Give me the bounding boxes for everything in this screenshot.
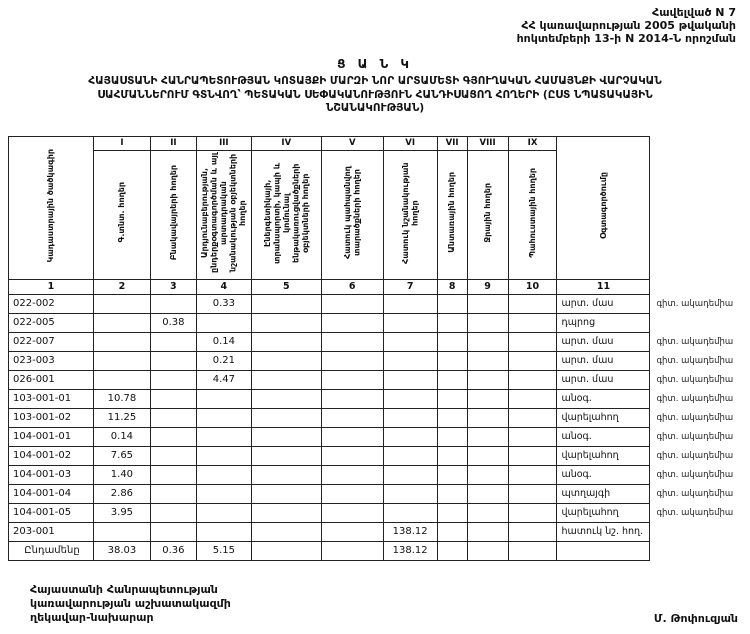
header-row-numbers — [9, 279, 750, 294]
cadastral-code-cell: 022-005 — [9, 313, 94, 332]
table-row — [9, 484, 750, 503]
usage-cell: անօգ. — [557, 427, 650, 446]
table-row — [9, 294, 750, 313]
value-cell — [196, 522, 251, 541]
signature-line-2: կառավարության աշխատակազմի — [30, 596, 231, 610]
column-header-cadastral-code-label: Կադաստրային ծածկագիր — [46, 148, 56, 263]
signature-line-1: Հայաստանի Հանրապետության — [30, 582, 218, 596]
value-cell — [383, 427, 437, 446]
value-cell: 38.03 — [93, 541, 150, 560]
usage-cell: արտ. մաս — [557, 294, 650, 313]
value-cell — [508, 389, 557, 408]
value-cell — [321, 522, 383, 541]
usage-cell: վարելահող — [557, 408, 650, 427]
value-cell — [196, 408, 251, 427]
value-cell — [383, 484, 437, 503]
cadastral-code-cell: 203-001 — [9, 522, 94, 541]
value-cell — [508, 446, 557, 465]
value-cell — [196, 313, 251, 332]
column-header-4 — [196, 150, 251, 279]
value-cell — [467, 313, 508, 332]
value-cell — [251, 389, 321, 408]
cadastral-code-cell: 104-001-03 — [9, 465, 94, 484]
value-cell: 0.33 — [196, 294, 251, 313]
value-cell — [437, 522, 467, 541]
signatory-name: Մ. Թոփուզյան — [653, 611, 738, 625]
value-cell — [251, 351, 321, 370]
value-cell — [150, 522, 196, 541]
column-number-cell: 4 — [196, 279, 251, 294]
value-cell: 10.78 — [93, 389, 150, 408]
table-row — [9, 446, 750, 465]
margin-note: գիտ. ակադեմիա — [656, 507, 734, 518]
margin-note: գիտ. ակադեմիա — [656, 355, 734, 366]
column-header-9 — [467, 150, 508, 279]
value-cell: 7.65 — [93, 446, 150, 465]
column-number-cell: 3 — [150, 279, 196, 294]
column-header-10-label: Պահուստային հողեր — [527, 167, 537, 258]
value-cell — [321, 408, 383, 427]
value-cell — [467, 446, 508, 465]
value-cell — [93, 294, 150, 313]
cadastral-code-cell: 104-001-05 — [9, 503, 94, 522]
table-row — [9, 370, 750, 389]
value-cell — [251, 446, 321, 465]
value-cell — [251, 408, 321, 427]
annex-reference — [0, 0, 750, 45]
column-header-cadastral-code — [9, 136, 94, 279]
value-cell — [150, 503, 196, 522]
margin-note: գիտ. ակադեմիա — [656, 450, 734, 461]
value-cell — [150, 351, 196, 370]
usage-cell: հատուկ նշ. հող. — [557, 522, 650, 541]
margin-note: գիտ. ակադեմիա — [656, 393, 734, 404]
roman-numeral-cell: III — [196, 136, 251, 150]
value-cell — [251, 484, 321, 503]
table-row — [9, 465, 750, 484]
usage-cell: արտ. մաս — [557, 351, 650, 370]
cadastral-code-cell: 022-002 — [9, 294, 94, 313]
usage-cell: անօգ. — [557, 465, 650, 484]
value-cell — [321, 427, 383, 446]
roman-numeral-cell: V — [321, 136, 383, 150]
value-cell — [383, 313, 437, 332]
value-cell — [467, 503, 508, 522]
value-cell — [150, 389, 196, 408]
annex-government-line: ՀՀ կառավարության 2005 թվականի — [521, 19, 736, 32]
value-cell — [150, 332, 196, 351]
margin-note: գիտ. ակադեմիա — [656, 336, 734, 347]
column-header-3 — [150, 150, 196, 279]
value-cell — [93, 332, 150, 351]
roman-numeral-cell: II — [150, 136, 196, 150]
value-cell — [467, 370, 508, 389]
value-cell — [467, 294, 508, 313]
total-row — [9, 541, 750, 560]
value-cell — [150, 465, 196, 484]
cadastral-code-cell: 103-001-02 — [9, 408, 94, 427]
value-cell — [150, 370, 196, 389]
column-header-5-label: Էներգետիկայի, տրանսպորտի, կապի և կոմունալ ենթակառուցվածքների օբյեկտների հողեր — [262, 161, 310, 264]
column-header-2-label: Գ.տնտ. հողեր — [117, 182, 127, 243]
column-header-8 — [437, 150, 467, 279]
value-cell — [437, 541, 467, 560]
column-header-usage — [557, 136, 650, 279]
margin-note — [650, 541, 750, 560]
signature-block — [0, 583, 750, 625]
value-cell — [508, 332, 557, 351]
column-header-9-label: Ջրային հողեր — [482, 182, 492, 243]
margin-note: գիտ. ակադեմիա — [656, 488, 734, 499]
column-number-cell: 10 — [508, 279, 557, 294]
margin-note: գիտ. ակադեմիա — [656, 431, 734, 442]
cadastral-code-cell: 104-001-01 — [9, 427, 94, 446]
table-row — [9, 408, 750, 427]
value-cell — [93, 522, 150, 541]
table-row — [9, 332, 750, 351]
usage-cell: դպրոց — [557, 313, 650, 332]
cadastral-code-cell: 103-001-01 — [9, 389, 94, 408]
value-cell: 4.47 — [196, 370, 251, 389]
value-cell — [383, 389, 437, 408]
roman-numeral-cell: VI — [383, 136, 437, 150]
value-cell — [321, 541, 383, 560]
table-body — [9, 294, 750, 560]
signature-line-3: ղեկավար-նախարար — [30, 610, 154, 624]
value-cell — [251, 427, 321, 446]
column-header-7-label: Հատուկ նշանակության հողեր — [400, 161, 420, 264]
value-cell — [508, 503, 557, 522]
value-cell — [508, 522, 557, 541]
cadastral-code-cell: 022-007 — [9, 332, 94, 351]
column-header-5 — [251, 150, 321, 279]
value-cell — [437, 389, 467, 408]
value-cell — [251, 522, 321, 541]
column-header-2 — [93, 150, 150, 279]
value-cell — [196, 503, 251, 522]
value-cell — [383, 370, 437, 389]
value-cell — [467, 465, 508, 484]
cadastral-code-cell: 026-001 — [9, 370, 94, 389]
value-cell: 11.25 — [93, 408, 150, 427]
usage-cell: անօգ. — [557, 389, 650, 408]
value-cell — [508, 484, 557, 503]
value-cell — [93, 370, 150, 389]
value-cell — [321, 465, 383, 484]
margin-note — [650, 313, 750, 332]
margin-note: գիտ. ակադեմիա — [656, 469, 734, 480]
value-cell — [437, 313, 467, 332]
value-cell — [321, 370, 383, 389]
header-row-categories — [9, 136, 750, 150]
value-cell — [437, 484, 467, 503]
column-number-cell: 11 — [557, 279, 650, 294]
column-header-4-label: Արդյունաբերության, ընդերքօգտագործման և այլ արտադրական նշանակության օբյեկտների հողեր — [200, 152, 248, 273]
value-cell — [383, 503, 437, 522]
value-cell — [508, 313, 557, 332]
value-cell — [437, 503, 467, 522]
margin-note: գիտ. ակադեմիա — [656, 374, 734, 385]
column-header-usage-label: Օգտագործումը — [598, 172, 608, 239]
value-cell — [383, 294, 437, 313]
roman-numeral-cell: IX — [508, 136, 557, 150]
list-heading: Ց Ա Ն Կ — [337, 57, 413, 71]
table-header — [9, 136, 750, 294]
value-cell — [196, 484, 251, 503]
table-row — [9, 351, 750, 370]
value-cell — [251, 541, 321, 560]
cadastral-code-cell: 104-001-02 — [9, 446, 94, 465]
column-header-10 — [508, 150, 557, 279]
notes-column-spacer — [650, 136, 750, 294]
value-cell — [437, 370, 467, 389]
value-cell — [150, 294, 196, 313]
value-cell: 138.12 — [383, 522, 437, 541]
value-cell — [437, 351, 467, 370]
column-header-6 — [321, 150, 383, 279]
value-cell — [321, 389, 383, 408]
value-cell — [383, 332, 437, 351]
table-row — [9, 427, 750, 446]
value-cell — [508, 408, 557, 427]
value-cell — [383, 351, 437, 370]
value-cell — [467, 522, 508, 541]
usage-cell: արտ. մաս — [557, 332, 650, 351]
value-cell — [321, 313, 383, 332]
roman-numeral-cell: IV — [251, 136, 321, 150]
value-cell — [383, 408, 437, 427]
signature-position — [30, 583, 231, 625]
value-cell — [196, 389, 251, 408]
value-cell — [321, 332, 383, 351]
column-number-cell: 1 — [9, 279, 94, 294]
value-cell — [383, 465, 437, 484]
value-cell — [437, 332, 467, 351]
usage-cell — [557, 541, 650, 560]
value-cell — [508, 427, 557, 446]
value-cell — [467, 484, 508, 503]
column-header-7 — [383, 150, 437, 279]
column-header-8-label: Անտառային հողեր — [447, 172, 457, 253]
value-cell: 5.15 — [196, 541, 251, 560]
land-table — [8, 136, 750, 561]
value-cell — [508, 351, 557, 370]
value-cell — [321, 351, 383, 370]
value-cell — [251, 503, 321, 522]
table-row — [9, 522, 750, 541]
value-cell — [150, 446, 196, 465]
value-cell: 0.36 — [150, 541, 196, 560]
table-row — [9, 389, 750, 408]
usage-cell: պտղայգի — [557, 484, 650, 503]
value-cell — [467, 351, 508, 370]
value-cell — [251, 332, 321, 351]
value-cell — [150, 484, 196, 503]
value-cell — [196, 446, 251, 465]
total-label-cell: Ընդամենը — [9, 541, 94, 560]
value-cell — [251, 294, 321, 313]
value-cell: 0.14 — [196, 332, 251, 351]
value-cell — [467, 408, 508, 427]
value-cell — [321, 484, 383, 503]
column-number-cell: 5 — [251, 279, 321, 294]
value-cell: 0.14 — [93, 427, 150, 446]
value-cell — [93, 351, 150, 370]
value-cell — [508, 370, 557, 389]
value-cell: 1.40 — [93, 465, 150, 484]
column-number-cell: 6 — [321, 279, 383, 294]
cadastral-code-cell: 104-001-04 — [9, 484, 94, 503]
value-cell: 0.38 — [150, 313, 196, 332]
value-cell: 0.21 — [196, 351, 251, 370]
page-title: ՀԱՅԱՍՏԱՆԻ ՀԱՆՐԱՊԵՏՈՒԹՅԱՆ ԿՈՏԱՅՔԻ ՄԱՐԶԻ ՆՈՐ ԱՐՏԱՄԵՏԻ ԳՅՈՒՂԱԿԱՆ ՀԱՄԱՅՆՔԻ ՎԱՐՉԱԿԱՆ ՍԱՀՄԱՆՆԵՐՈՒՄ ԳՏՆՎՈՂ՝ ՊԵՏԱԿԱՆ ՍԵՓԱԿԱՆՈՒԹՅՈՒՆ ՀԱՆԴԻՍԱՑՈՂ ՀՈՂԵՐԻ (ԸՍՏ ՆՊԱՏԱԿԱՅԻՆ ՆՇԱՆԱԿՈՒԹՅԱՆ) — [88, 75, 662, 114]
cadastral-code-cell: 023-003 — [9, 351, 94, 370]
value-cell — [467, 389, 508, 408]
value-cell — [196, 465, 251, 484]
column-header-3-label: Բնակավայրերի հողեր — [168, 164, 178, 261]
value-cell: 2.86 — [93, 484, 150, 503]
usage-cell: արտ. մաս — [557, 370, 650, 389]
value-cell: 3.95 — [93, 503, 150, 522]
value-cell — [467, 427, 508, 446]
value-cell — [467, 541, 508, 560]
value-cell — [383, 446, 437, 465]
usage-cell: վարելահող — [557, 446, 650, 465]
roman-numeral-cell: VII — [437, 136, 467, 150]
value-cell — [251, 465, 321, 484]
value-cell — [321, 446, 383, 465]
column-number-cell: 9 — [467, 279, 508, 294]
column-number-cell: 2 — [93, 279, 150, 294]
value-cell — [150, 408, 196, 427]
value-cell — [196, 427, 251, 446]
value-cell — [150, 427, 196, 446]
annex-decision-line: հոկտեմբերի 13-ի N 2014-Ն որոշման — [516, 32, 736, 45]
value-cell — [321, 503, 383, 522]
margin-note: գիտ. ակադեմիա — [656, 298, 734, 309]
table-row — [9, 313, 750, 332]
value-cell — [437, 427, 467, 446]
value-cell — [437, 294, 467, 313]
value-cell: 138.12 — [383, 541, 437, 560]
value-cell — [508, 541, 557, 560]
column-number-cell: 8 — [437, 279, 467, 294]
column-number-cell: 7 — [383, 279, 437, 294]
margin-note: գիտ. ակադեմիա — [656, 412, 734, 423]
value-cell — [508, 465, 557, 484]
value-cell — [437, 446, 467, 465]
roman-numeral-cell: I — [93, 136, 150, 150]
value-cell — [321, 294, 383, 313]
roman-numeral-cell: VIII — [467, 136, 508, 150]
table-row — [9, 503, 750, 522]
value-cell — [437, 408, 467, 427]
value-cell — [437, 465, 467, 484]
usage-cell: վարելահող — [557, 503, 650, 522]
value-cell — [508, 294, 557, 313]
value-cell — [93, 313, 150, 332]
value-cell — [251, 313, 321, 332]
value-cell — [251, 370, 321, 389]
margin-note — [650, 522, 750, 541]
annex-number: Հավելված N 7 — [652, 6, 736, 19]
value-cell — [467, 332, 508, 351]
column-header-6-label: Հատուկ պահպանվող տարածքների հողեր — [342, 166, 362, 259]
